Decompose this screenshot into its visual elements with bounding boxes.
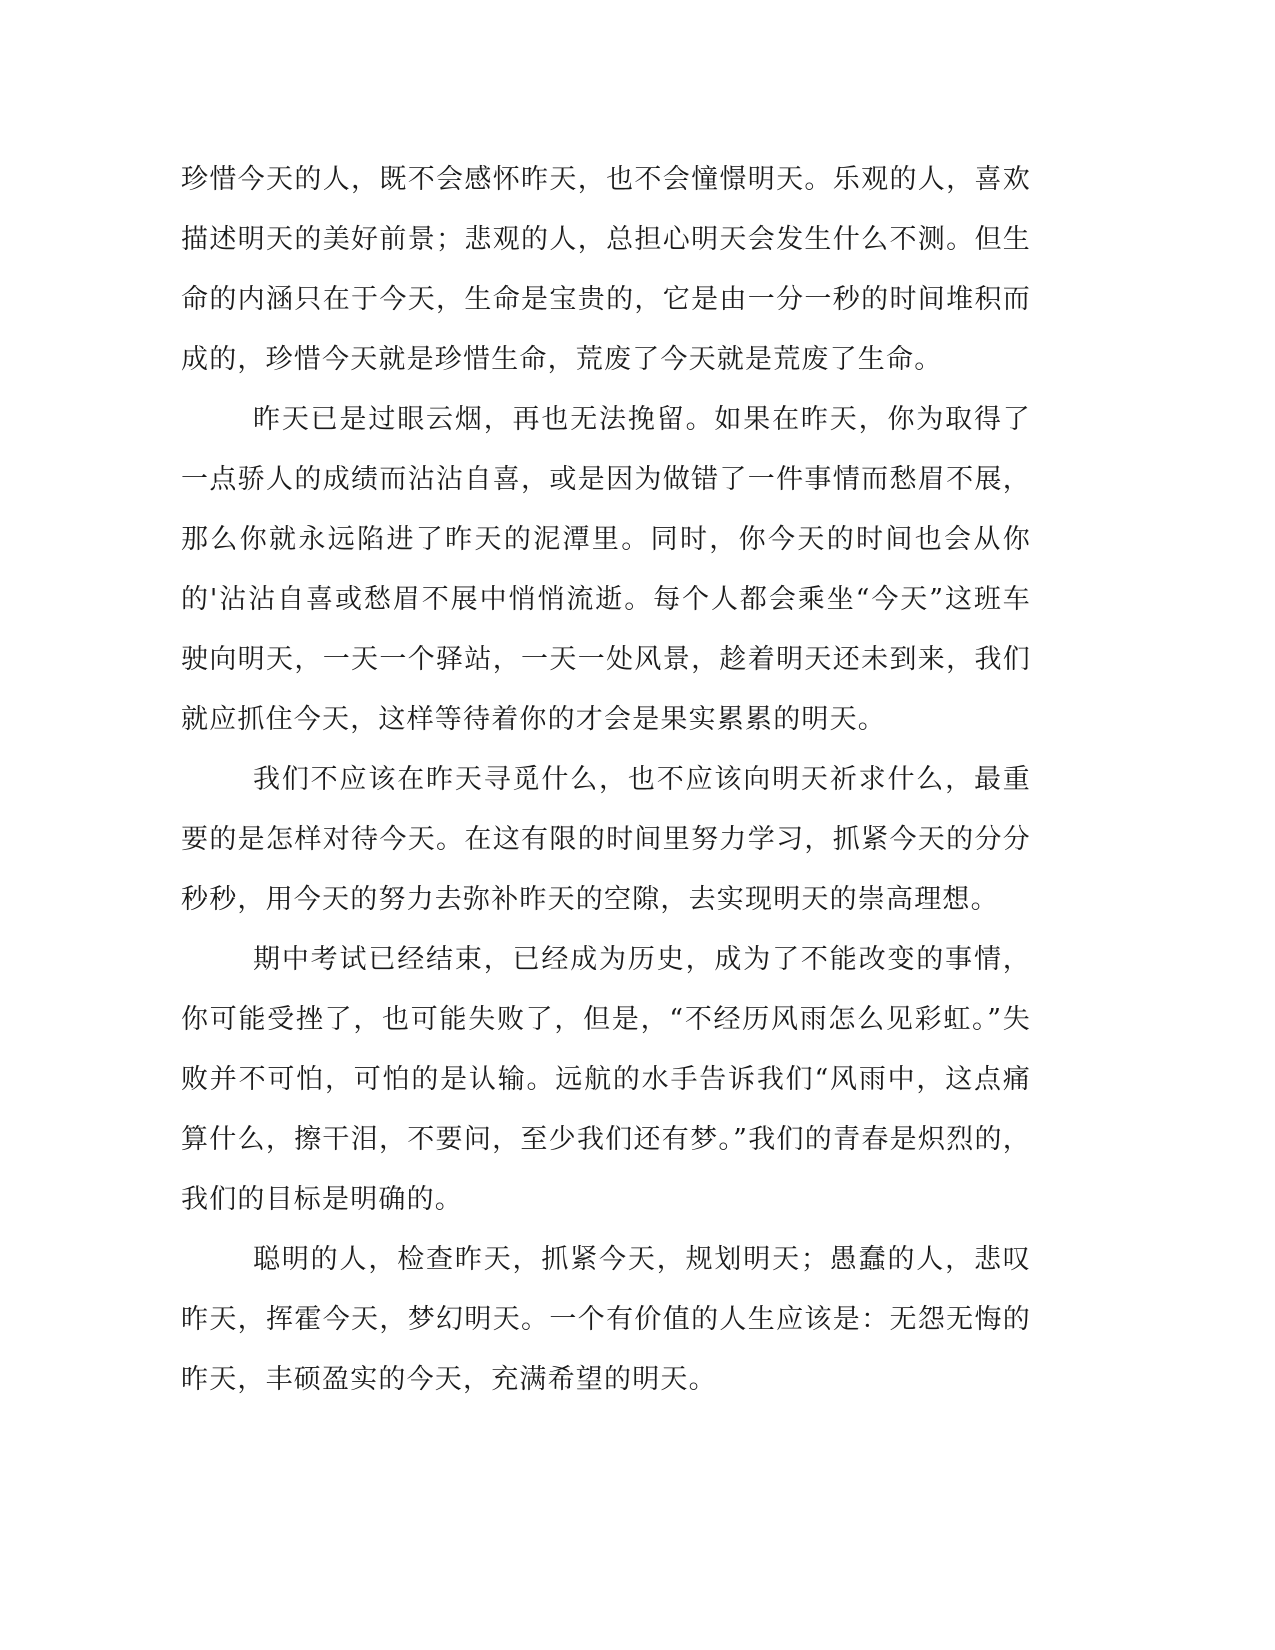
paragraph-cherish-today: 珍惜今天的人，既不会感怀昨天，也不会憧憬明天。乐观的人，喜欢描述明天的美好前景；悲观的人，总担心明天会发生什么不测。但生命的内涵只在于今天，生命是宝贵的，它是由一分一秒的时间堆积而成的，珍惜今天就是珍惜生命，荒废了今天就是荒废了生命。: [181, 164, 1031, 375]
document-body: [181, 150, 1031, 1410]
paragraph-how-to-treat-today: 我们不应该在昨天寻觅什么，也不应该向明天祈求什么，最重要的是怎样对待今天。在这有限的时间里努力学习，抓紧今天的分分秒秒，用今天的努力去弥补昨天的空隙，去实现明天的崇高理想。: [181, 764, 1031, 915]
paragraph-wise-and-foolish: 聪明的人，检查昨天，抓紧今天，规划明天；愚蠢的人，悲叹昨天，挥霍今天，梦幻明天。一个有价值的人生应该是：无怨无悔的昨天，丰硕盈实的今天，充满希望的明天。: [181, 1244, 1031, 1395]
paragraph-yesterday-past: 昨天已是过眼云烟，再也无法挽留。如果在昨天，你为取得了一点骄人的成绩而沾沾自喜，或是因为做错了一件事情而愁眉不展，那么你就永远陷进了昨天的泥潭里。同时，你今天的时间也会从你的'沾沾自喜或愁眉不展中悄悄流逝。每个人都会乘坐“今天”这班车驶向明天，一天一个驿站，一天一处风景，趁着明天还未到来，我们就应抓住今天，这样等待着你的才会是果实累累的明天。: [181, 404, 1031, 735]
paragraph-midterm-exam: 期中考试已经结束，已经成为历史，成为了不能改变的事情，你可能受挫了，也可能失败了，但是，“不经历风雨怎么见彩虹。”失败并不可怕，可怕的是认输。远航的水手告诉我们“风雨中，这点痛算什么，擦干泪，不要问，至少我们还有梦。”我们的青春是炽烈的，我们的目标是明确的。: [181, 944, 1031, 1215]
